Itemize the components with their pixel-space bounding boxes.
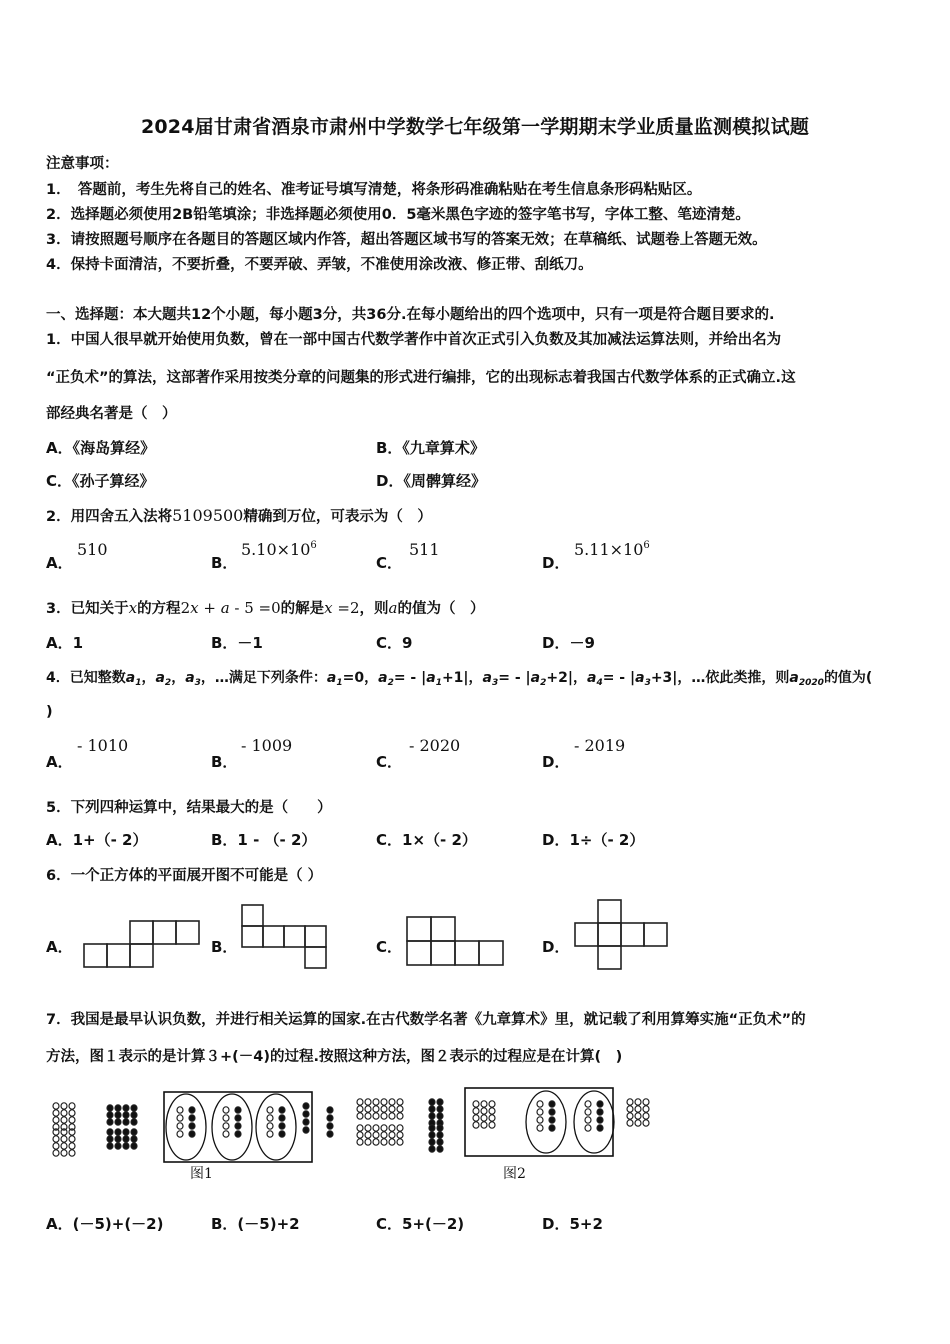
rod-white-group [381,1106,387,1112]
rod-white-group [381,1132,387,1138]
rod-black-group [107,1136,113,1142]
rod-white-in-box [489,1115,495,1121]
rod-black-group [115,1129,121,1135]
rod-black-result [327,1131,333,1137]
q4-option-c-value[interactable]: - 2020 [409,736,461,755]
q3-sol-x: x [324,599,333,617]
rod-white-group [357,1132,363,1138]
rod-white-group [53,1110,59,1116]
q2-label-c[interactable]: C． [376,554,403,572]
cube-net-b[interactable] [241,904,331,970]
rod-white-in-box [489,1122,495,1128]
q4-a3 [185,670,201,686]
rod-white-in-oval [267,1123,273,1129]
q1-option-d[interactable]: D．《周髀算经》 [376,472,486,490]
rod-white-group [389,1125,395,1131]
rod-white-group [397,1099,403,1105]
rod-white-in-box [473,1115,479,1121]
rod-black-in-oval [549,1109,555,1115]
q4-c2: = - | [393,670,427,686]
rod-white-in-box [481,1101,487,1107]
rod-white-group [381,1139,387,1145]
q4-c-a2b-base: a [530,670,541,686]
rod-white-group [357,1113,363,1119]
rod-black-group [107,1112,113,1118]
q4-c-a3b [635,670,651,686]
q4-c4: = - | [498,670,531,686]
rod-black-group [123,1105,129,1111]
rod-white-group [61,1143,67,1149]
q2-option-b-value[interactable] [241,540,317,559]
q4-c-a1b [426,670,442,686]
rod-black-remainder [303,1127,309,1133]
q2-stem [46,505,432,526]
q4-a2020 [789,670,824,686]
counting-rods-figures [46,1088,686,1180]
rod-white-group [365,1113,371,1119]
rod-white-group [389,1099,395,1105]
rod-white-group [389,1139,395,1145]
rod-black-in-oval [279,1131,285,1137]
pairing-oval [574,1091,614,1153]
rod-black-group [115,1119,121,1125]
rod-white-group [365,1106,371,1112]
rod-white-group [365,1125,371,1131]
q1-option-a[interactable]: A．《海岛算经》 [46,439,156,457]
q3-eq-coef: 2 [180,599,191,617]
q4-c-a3b-base: a [635,670,645,686]
rod-black-in-oval [235,1131,241,1137]
rod-white-group [365,1132,371,1138]
q7-line-1: 7．我国是最早认识负数，并进行相关运算的国家.在古代数学名著《九章算术》里，就记载了利用算筹实施“正负术”的 [46,1012,806,1028]
rod-black-result [327,1107,333,1113]
rod-white-group [357,1125,363,1131]
rod-black-in-oval [235,1107,241,1113]
rod-white-result [643,1120,649,1126]
q2-label-d[interactable]: D． [542,554,570,572]
q3-stem [46,597,484,618]
q2-option-a-value[interactable]: 510 [77,540,108,559]
q4-c5: +2|， [546,670,587,686]
q4-c-a1b-sub: 1 [435,678,442,688]
notice-item-1: 1． 答题前，考生先将自己的姓名、准考证号填写清楚，将条形码准确粘贴在考生信息条形码粘贴区。 [46,182,702,198]
q5-stem: 5．下列四种运算中，结果最大的是（ ） [46,800,332,816]
q6-stem: 6．一个正方体的平面展开图不可能是（ ） [46,868,323,884]
rod-white-in-oval [177,1123,183,1129]
q1-line-2: “正负术”的算法，这部著作采用按类分章的问题集的形式进行编排，它的出现标志着我国古代数学体系的正式确立.这 [46,370,796,386]
q4-c-a1-base: a [326,670,337,686]
q4-p2: ，…满足下列条件： [200,670,327,686]
rod-white-result [627,1099,633,1105]
q4-comma-1: ， [141,670,156,686]
q5-option-a[interactable]: A．1+（- 2） [46,831,148,849]
rod-white-in-box [481,1108,487,1114]
q3-var-x: x [128,599,138,617]
rod-black-group [131,1143,137,1149]
rod-white-result [635,1113,641,1119]
q4-close-paren: ) [46,704,53,720]
rod-black-group [131,1105,137,1111]
rod-black-group [429,1099,435,1105]
rod-white-group [373,1132,379,1138]
rod-white-in-oval [537,1109,543,1115]
q3-p5: 的值为（ ） [397,601,485,617]
rod-white-in-box [489,1101,495,1107]
q2-d-base: 5.11×10 [574,540,644,559]
rod-white-group [61,1150,67,1156]
q3-option-c[interactable]: C．9 [376,634,413,652]
rod-black-in-oval [597,1117,603,1123]
q3-var-a: a [388,599,398,617]
q1-option-c[interactable]: C．《孙子算经》 [46,472,155,490]
cube-net-d[interactable] [574,899,670,971]
rod-black-group [131,1119,137,1125]
rod-black-in-oval [189,1131,195,1137]
rod-white-group [61,1110,67,1116]
cube-net-c[interactable] [406,916,504,966]
rod-white-in-oval [267,1107,273,1113]
q4-label-a[interactable]: A． [46,753,73,771]
rod-black-group [429,1132,435,1138]
q4-a1-base: a [125,670,136,686]
q4-c-a2-sub: 2 [387,678,394,688]
q4-c-a1b-base: a [426,670,436,686]
rod-white-group [69,1110,75,1116]
rod-white-group [389,1113,395,1119]
rod-white-group [381,1125,387,1131]
pairing-oval [526,1091,566,1153]
q3-eq-a: a [220,599,230,617]
rod-white-group [373,1113,379,1119]
q5-option-d[interactable]: D．1÷（- 2） [542,831,645,849]
rod-white-group [69,1117,75,1123]
q3-sol-val: =2 [332,599,360,617]
rod-white-in-oval [537,1125,543,1131]
rod-white-group [389,1106,395,1112]
rod-white-result [635,1120,641,1126]
pairing-oval [166,1094,206,1160]
rod-white-in-oval [223,1123,229,1129]
rod-white-group [373,1125,379,1131]
rod-white-in-box [473,1108,479,1114]
q3-eq-plus: + [198,599,221,617]
rod-white-group [357,1139,363,1145]
q3-eq-x: x [190,599,199,617]
q4-c-a4-base: a [586,670,597,686]
rod-white-result [643,1099,649,1105]
section-heading: 一、选择题：本大题共12个小题，每小题3分，共36分.在每小题给出的四个选项中，只有一项是符合题目要求的. [46,307,775,323]
rod-white-group [53,1117,59,1123]
q3-option-a[interactable]: A．1 [46,634,84,652]
rod-black-in-oval [549,1101,555,1107]
q4-c-a2 [378,670,394,686]
q3-solution [324,599,359,617]
rod-black-group [437,1146,443,1152]
rod-white-in-box [473,1122,479,1128]
rod-black-in-oval [549,1125,555,1131]
rod-black-group [437,1139,443,1145]
rod-black-group [429,1139,435,1145]
q4-a2 [155,670,171,686]
q4-c-a3-base: a [482,670,492,686]
rod-white-result [635,1106,641,1112]
q4-option-d-value[interactable]: - 2019 [574,736,626,755]
q4-option-a-value[interactable]: - 1010 [77,736,129,755]
q4-c3: +1|， [441,670,483,686]
rod-black-group [123,1136,129,1142]
q2-label-b[interactable]: B． [211,554,238,572]
q7-option-b[interactable]: B．(－5)+2 [211,1215,300,1233]
rod-white-group [61,1117,67,1123]
q6-label-b[interactable]: B． [211,938,238,956]
rod-white-result [635,1099,641,1105]
rod-black-in-oval [279,1107,285,1113]
rod-white-in-oval [585,1101,591,1107]
rod-black-group [123,1119,129,1125]
rod-white-result [643,1113,649,1119]
rod-white-group [365,1099,371,1105]
rod-white-group [397,1125,403,1131]
q2-stem-pre: 2．用四舍五入法将 [46,509,173,525]
rod-white-group [373,1139,379,1145]
rod-white-in-oval [223,1115,229,1121]
q4-c6: = - | [602,670,636,686]
q1-option-b[interactable]: B．《九章算术》 [376,439,485,457]
rod-white-in-oval [177,1131,183,1137]
q4-a2-base: a [155,670,165,686]
rod-black-group [429,1113,435,1119]
rod-black-result [327,1123,333,1129]
q4-a2-sub: 2 [164,678,172,688]
rod-black-group [107,1143,113,1149]
rod-black-in-oval [189,1107,195,1113]
rod-black-group [131,1129,137,1135]
q4-a2020-sub: 2020 [798,678,824,688]
rod-black-result [327,1115,333,1121]
rod-white-in-box [481,1115,487,1121]
q2-b-exp: 6 [310,540,317,551]
rod-white-in-oval [267,1131,273,1137]
rod-white-in-oval [537,1101,543,1107]
notice-item-3: 3．请按照题号顺序在各题目的答题区域内作答，超出答题区域书写的答案无效；在草稿纸、试题卷上答题无效。 [46,232,767,248]
rod-black-in-oval [235,1115,241,1121]
q1-line-3: 部经典名著是（ ） [46,406,177,422]
rod-black-in-oval [235,1123,241,1129]
rod-white-in-oval [585,1109,591,1115]
rod-white-group [365,1139,371,1145]
rod-black-in-oval [597,1101,603,1107]
rod-black-group [131,1112,137,1118]
rod-white-group [389,1132,395,1138]
cube-net-a[interactable] [83,920,203,970]
q4-a1 [126,670,142,686]
rod-black-group [115,1105,121,1111]
q3-p4: ，则 [359,601,389,617]
pairing-oval [212,1094,252,1160]
q4-c-a2-base: a [378,670,388,686]
q4-label-c[interactable]: C． [376,753,403,771]
rod-black-group [429,1125,435,1131]
rod-black-group [107,1105,113,1111]
rod-black-group [437,1113,443,1119]
q2-label-a[interactable]: A． [46,554,73,572]
q7-option-d[interactable]: D．5+2 [542,1215,603,1233]
q4-c-a4: $a_4$ [586,670,603,688]
rod-black-group [115,1143,121,1149]
rod-black-group [437,1132,443,1138]
rod-white-group [53,1143,59,1149]
rod-black-group [107,1119,113,1125]
rod-black-group [437,1099,443,1105]
q3-p2: 的方程 [137,601,181,617]
rod-white-in-oval [177,1115,183,1121]
rod-white-result [627,1120,633,1126]
rod-black-remainder [303,1119,309,1125]
q7-option-a[interactable]: A．(－5)+(－2) [46,1215,164,1233]
q4-p1: 4．已知整数 [46,670,126,686]
q4-label-b[interactable]: B． [211,753,238,771]
q6-label-c[interactable]: C． [376,938,403,956]
rod-black-in-oval [549,1117,555,1123]
rod-white-group [69,1103,75,1109]
notice-item-2: 2．选择题必须使用2B铅笔填涂；非选择题必须使用0．5毫米黑色字迹的签字笔书写，字体工整、笔迹清楚。 [46,207,750,223]
q4-a3-base: a [185,670,195,686]
rod-black-in-oval [279,1115,285,1121]
notice-item-4: 4．保持卡面清洁，不要折叠，不要弄破、弄皱，不准使用涂改液、修正带、刮纸刀。 [46,257,593,273]
q4-comma-2: ， [171,670,186,686]
rod-black-group [115,1112,121,1118]
rod-black-group [429,1106,435,1112]
q1-line-1: 1．中国人很早就开始使用负数，曾在一部中国古代数学著作中首次正式引入负数及其加减法运算法则，并给出名为 [46,332,782,348]
rod-white-group [69,1150,75,1156]
rod-black-in-oval [189,1115,195,1121]
figure-1-caption: 图1 [190,1166,213,1182]
pairing-oval [256,1094,296,1160]
rod-black-in-oval [279,1123,285,1129]
rod-white-group [397,1139,403,1145]
q2-b-base: 5.10×10 [241,540,311,559]
rod-black-remainder [303,1111,309,1117]
q3-option-b[interactable]: B．－1 [211,634,263,652]
rod-black-in-oval [597,1125,603,1131]
rod-white-group [53,1103,59,1109]
q2-stem-post: 精确到万位，可表示为（ ） [243,509,432,525]
page-title: 2024届甘肃省酒泉市肃州中学数学七年级第一学期期末学业质量监测模拟试题 [140,116,810,138]
rod-white-group [357,1106,363,1112]
q4-c-a1-sub: 1 [336,678,343,688]
rod-white-in-box [473,1101,479,1107]
q3-p1: 3．已知关于 [46,601,129,617]
q4-c7: +3|，…依此类推，则 [650,670,790,686]
rod-white-group [53,1150,59,1156]
rod-white-group [397,1132,403,1138]
q4-c-a2b-sub: 2 [540,678,547,688]
rod-white-in-oval [537,1117,543,1123]
notice-heading: 注意事项： [46,156,119,172]
rod-white-group [357,1099,363,1105]
rod-white-group [61,1136,67,1142]
q3-option-d[interactable]: D．－9 [542,634,595,652]
q4-c-a3-sub: 3 [492,678,499,688]
q3-equation [181,599,281,617]
rod-white-group [69,1136,75,1142]
rod-black-group [437,1106,443,1112]
q4-c-a2b [531,670,547,686]
rod-white-group [53,1136,59,1142]
rod-black-group [437,1125,443,1131]
q4-c-a3 [483,670,499,686]
rod-white-in-oval [223,1107,229,1113]
q6-label-a[interactable]: A． [46,938,73,956]
rod-white-group [381,1113,387,1119]
rod-white-group [397,1113,403,1119]
rod-black-group [115,1136,121,1142]
q4-c1: =0， [342,670,379,686]
rod-black-in-oval [597,1109,603,1115]
q7-option-c[interactable]: C．5+(－2) [376,1215,465,1233]
rod-white-in-box [481,1122,487,1128]
rod-white-result [643,1106,649,1112]
rod-white-group [373,1106,379,1112]
rod-white-group [381,1099,387,1105]
rod-black-remainder [303,1103,309,1109]
q4-p3: 的值为( [823,670,873,686]
rod-black-group [107,1129,113,1135]
q4-c-a1 [327,670,343,686]
q4-option-b-value[interactable]: - 1009 [241,736,293,755]
q2-d-exp: 6 [643,540,650,551]
rod-white-group [61,1103,67,1109]
q4-stem [46,667,872,688]
q2-number: 5109500 [172,506,244,525]
q2-option-d-value[interactable] [574,540,650,559]
q4-c-a3b-sub: 3 [644,678,651,688]
rod-white-group [69,1143,75,1149]
rod-white-in-oval [267,1115,273,1121]
rod-white-in-box [489,1108,495,1114]
rod-black-group [131,1136,137,1142]
rod-white-result [627,1113,633,1119]
rod-white-in-oval [223,1131,229,1137]
rod-white-group [397,1106,403,1112]
q4-a3-sub: 3 [194,678,201,688]
rod-white-group [373,1099,379,1105]
q7-line-2: 方法，图１表示的是计算３+(－4)的过程.按照这种方法，图２表示的过程应是在计算( ) [46,1049,623,1065]
rod-black-group [123,1112,129,1118]
rod-black-group [429,1146,435,1152]
q5-option-b[interactable]: B．1 - （- 2） [211,831,317,849]
rod-white-result [627,1106,633,1112]
q4-a2020-base: a [789,670,799,686]
q2-option-c-value[interactable]: 511 [409,540,440,559]
rod-black-group [123,1143,129,1149]
rod-white-in-oval [585,1125,591,1131]
q3-p3: 的解是 [280,601,325,617]
rod-black-in-oval [189,1123,195,1129]
rod-black-group [123,1129,129,1135]
figure-2-caption: 图2 [503,1166,526,1182]
q6-label-d[interactable]: D． [542,938,570,956]
q3-eq-rest: - 5 =0 [229,599,281,617]
q5-option-c[interactable]: C．1×（- 2） [376,831,477,849]
q4-a1-sub: 1 [135,678,142,688]
q4-label-d[interactable]: D． [542,753,570,771]
rod-white-in-oval [585,1117,591,1123]
rod-white-in-oval [177,1107,183,1113]
